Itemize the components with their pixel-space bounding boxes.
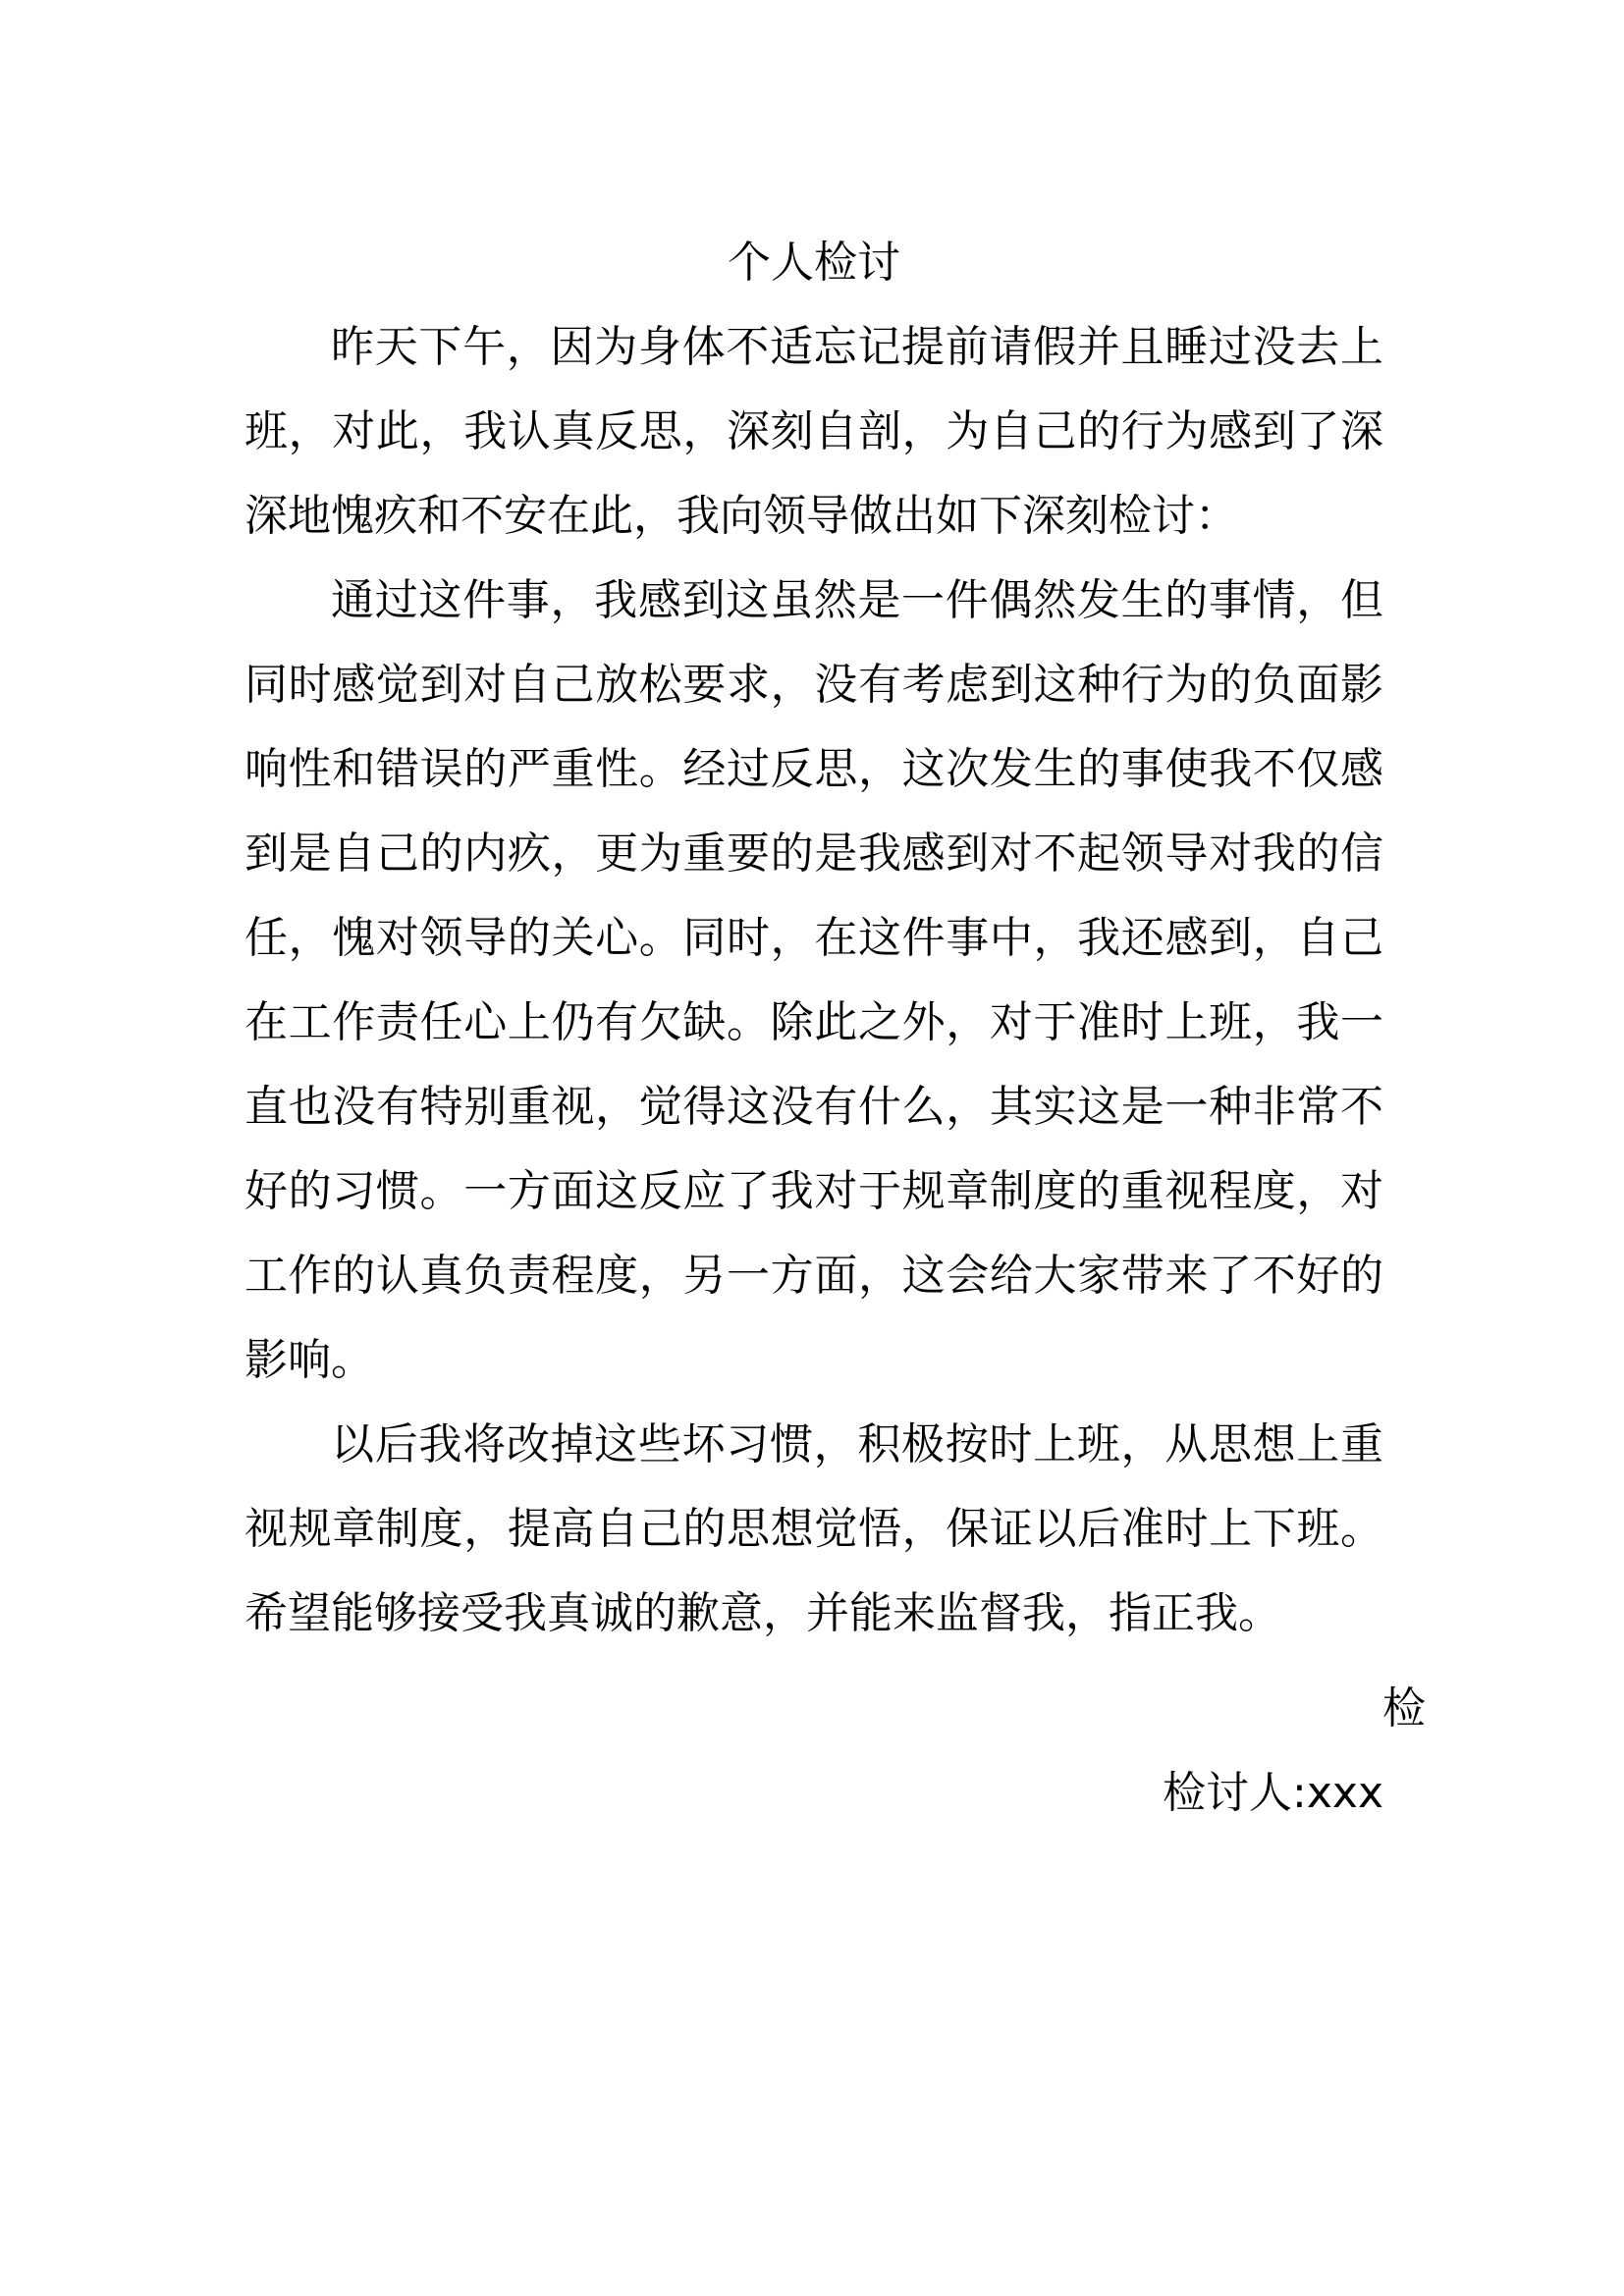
signature-line: 检讨人:xxx	[1163, 1768, 1383, 1818]
document-title: 个人检讨	[728, 238, 900, 288]
paragraph-3: 以后我将改掉这些坏习惯，积极按时上班，从思想上重视规章制度，提高自己的思想觉悟，保证以后准时上下班。希望能够接受我真诚的歉意，并能来监督我，指正我。	[244, 1419, 1383, 1638]
paragraph-2: 通过这件事，我感到这虽然是一件偶然发生的事情，但同时感觉到对自己放松要求，没有考虑到这种行为的负面影响性和错误的严重性。经过反思，这次发生的事使我不仅感到是自己的内疚，更为重要的是我感到对不起领导对我的信任，愧对领导的关心。同时，在这件事中，我还感到，自己在工作责任心上仍有欠缺。除此之外，对于准时上班，我一直也没有特别重视，觉得这没有什么，其实这是一种非常不好的习惯。一方面这反应了我对于规章制度的重视程度，对工作的认真负责程度，另一方面，这会给大家带来了不好的影响。	[244, 575, 1383, 1385]
paragraph-1: 昨天下午，因为身体不适忘记提前请假并且睡过没去上班，对此，我认真反思，深刻自剖，为自己的行为感到了深深地愧疚和不安在此，我向领导做出如下深刻检讨：	[244, 322, 1383, 541]
document-body	[244, 221, 1383, 1656]
stray-character: 检	[1382, 1683, 1426, 1734]
